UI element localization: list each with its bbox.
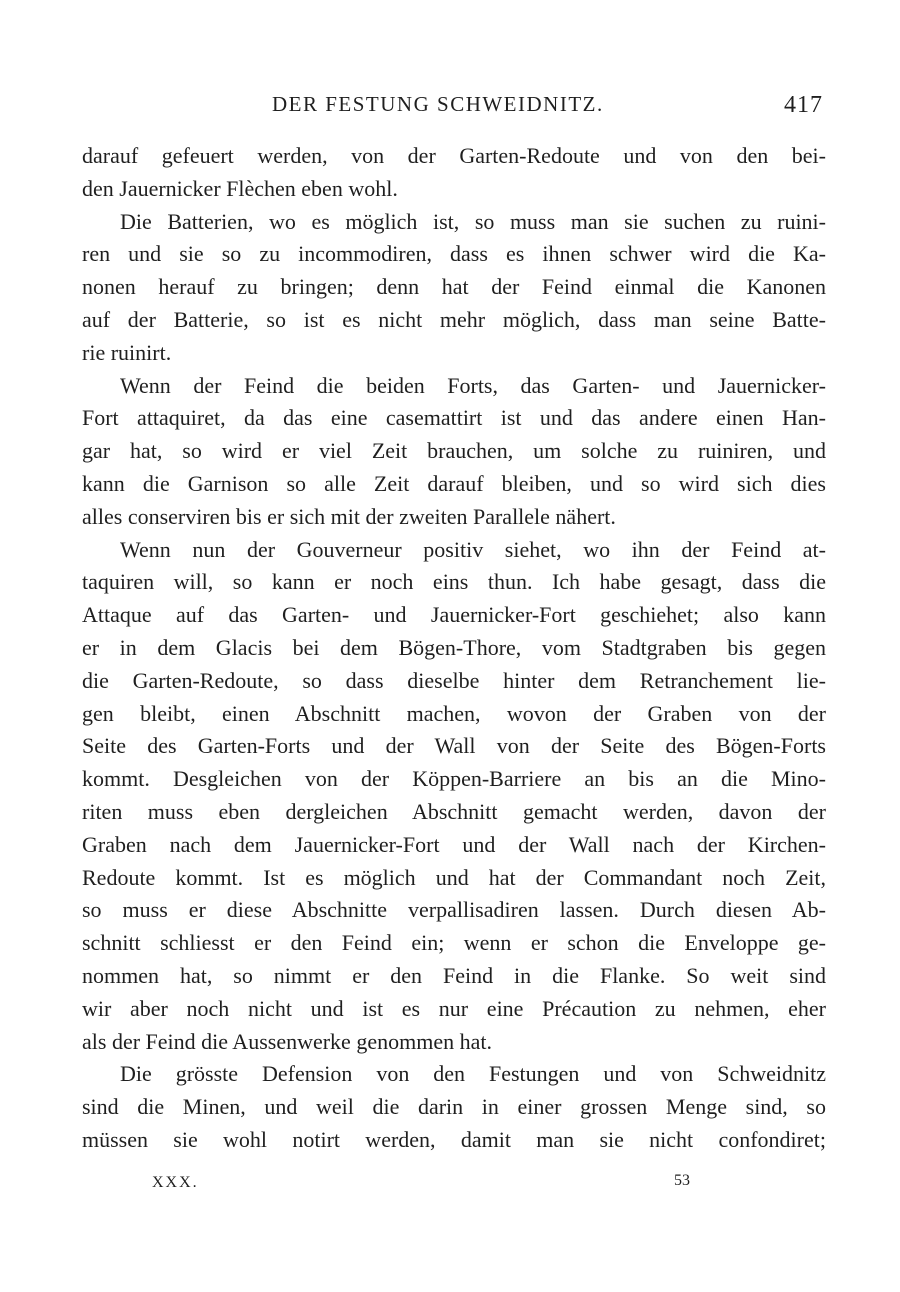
paragraph: [82, 140, 826, 206]
text-line: die Garten-Redoute, so dass dieselbe hinter dem Retranchement lie-: [82, 667, 826, 693]
text-line: so muss er diese Abschnitte verpallisadiren lassen. Durch diesen Ab-: [82, 897, 826, 923]
text-line: kommt. Desgleichen von der Köppen-Barriere an bis an die Mino-: [82, 766, 826, 792]
paragraph: [82, 534, 826, 1059]
folio-number: 53: [674, 1172, 690, 1189]
page-number: 417: [784, 92, 823, 118]
text-line: sind die Minen, und weil die darin in einer grossen Menge sind, so: [82, 1094, 826, 1120]
text-line: wir aber noch nicht und ist es nur eine Précaution zu nehmen, eher: [82, 995, 826, 1021]
text-line: alles conserviren bis er sich mit der zweiten Parallele nähert.: [82, 503, 616, 529]
signature-mark: XXX.: [152, 1174, 199, 1191]
text-line: Die grösste Defension von den Festungen und von Schweidnitz: [120, 1061, 826, 1087]
text-line: nommen hat, so nimmt er den Feind in die Flanke. So weit sind: [82, 962, 826, 988]
text-line: den Jauernicker Flèchen eben wohl.: [82, 175, 398, 201]
text-line: müssen sie wohl notirt werden, damit man sie nicht confondiret;: [82, 1126, 826, 1152]
text-line: er in dem Glacis bei dem Bögen-Thore, vom Stadtgraben bis gegen: [82, 634, 826, 660]
text-line: Fort attaquiret, da das eine casemattirt ist und das andere einen Han-: [82, 405, 826, 431]
text-line: Wenn der Feind die beiden Forts, das Garten- und Jauernicker-: [120, 372, 826, 398]
text-line: taquiren will, so kann er noch eins thun. Ich habe gesagt, dass die: [82, 569, 826, 595]
text-line: darauf gefeuert werden, von der Garten-Redoute und von den bei-: [82, 143, 826, 168]
text-line: gar hat, so wird er viel Zeit brauchen, um solche zu ruiniren, und: [82, 438, 826, 464]
text-line: Wenn nun der Gouverneur positiv siehet, wo ihn der Feind at-: [120, 536, 826, 562]
text-line: nonen herauf zu bringen; denn hat der Feind einmal die Kanonen: [82, 274, 826, 300]
text-line: ren und sie so zu incommodiren, dass es ihnen schwer wird die Ka-: [82, 241, 826, 267]
paragraph: [82, 1058, 826, 1156]
text-line: als der Feind die Aussenwerke genommen hat.: [82, 1028, 492, 1054]
page-footer: [0, 1170, 900, 1200]
text-line: rie ruinirt.: [82, 339, 172, 365]
text-line: Graben nach dem Jauernicker-Fort und der Wall nach der Kirchen-: [82, 831, 826, 857]
running-title: DER FESTUNG SCHWEIDNITZ.: [272, 92, 604, 116]
text-line: Die Batterien, wo es möglich ist, so muss man sie suchen zu ruini-: [120, 208, 826, 234]
text-line: gen bleibt, einen Abschnitt machen, wovon der Graben von der: [82, 700, 826, 726]
body-text: [82, 140, 826, 1157]
text-line: riten muss eben dergleichen Abschnitt gemacht werden, davon der: [82, 798, 826, 824]
text-line: Redoute kommt. Ist es möglich und hat der Commandant noch Zeit,: [82, 864, 826, 890]
paragraph: [82, 206, 826, 370]
text-line: Attaque auf das Garten- und Jauernicker-Fort geschiehet; also kann: [82, 602, 826, 628]
paragraph: [82, 370, 826, 534]
text-line: kann die Garnison so alle Zeit darauf bleiben, und so wird sich dies: [82, 470, 826, 496]
text-line: auf der Batterie, so ist es nicht mehr möglich, dass man seine Batte-: [82, 306, 826, 332]
text-line: schnitt schliesst er den Feind ein; wenn er schon die Enveloppe ge-: [82, 930, 826, 956]
running-head: [0, 92, 900, 124]
text-line: Seite des Garten-Forts und der Wall von der Seite des Bögen-Forts: [82, 733, 826, 759]
